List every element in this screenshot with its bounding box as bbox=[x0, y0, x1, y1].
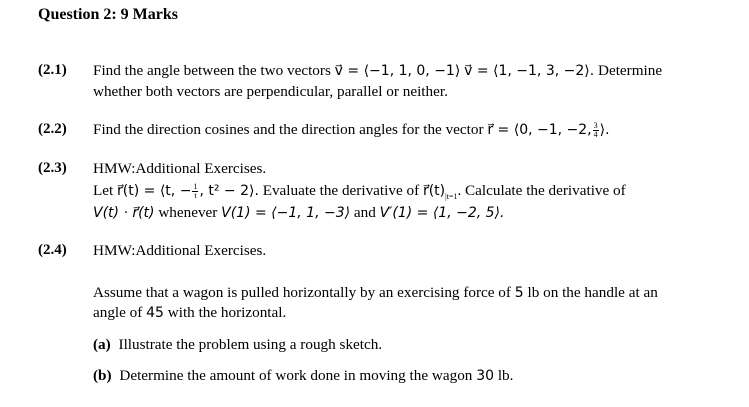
q23-number: (2.3) bbox=[38, 160, 67, 176]
q24-line1-a: Assume that a wagon is pulled horizontally by an exercising force of bbox=[93, 284, 511, 301]
q23-and: and bbox=[353, 204, 376, 221]
q22-text: Find the direction cosines and the direction angles for the vector bbox=[93, 121, 484, 138]
q21-line1 bbox=[93, 61, 662, 81]
question-title: Question 2: 9 Marks bbox=[38, 6, 178, 23]
q22-vector-end: ⟩. bbox=[599, 122, 610, 138]
q23-hmw: HMW:Additional Exercises. bbox=[93, 160, 267, 177]
q23-let: Let bbox=[93, 182, 114, 199]
q22-line bbox=[93, 120, 610, 140]
q24-line1 bbox=[93, 283, 658, 303]
q24-b-text: Determine the amount of work done in moving the wagon bbox=[119, 367, 473, 384]
q23-whenever: whenever bbox=[158, 204, 218, 221]
q23-r-at: r⃗(t) bbox=[422, 183, 446, 199]
q24-force: 5 bbox=[514, 285, 524, 301]
q21-text-a: Find the angle between the two vectors bbox=[93, 62, 331, 79]
q24-part-a bbox=[93, 335, 382, 355]
q23-rt: r⃗(t) = ⟨t, − bbox=[117, 183, 192, 199]
q24-a-label: (a) bbox=[93, 336, 111, 353]
q23-vt-dot: V(t) · r⃗(t) bbox=[93, 205, 155, 221]
q24-b-label: (b) bbox=[93, 367, 112, 384]
q21-text-b: Determine bbox=[598, 62, 663, 79]
q21-vector-u: v⃗ = ⟨−1, 1, 0, −1⟩ bbox=[334, 63, 461, 79]
q24-line2 bbox=[93, 303, 286, 323]
q22-vector: r⃗ = ⟨0, −1, −2, bbox=[487, 122, 592, 138]
q22-frac-bottom: 4 bbox=[593, 130, 598, 140]
q23-sub: |t=1 bbox=[445, 192, 458, 202]
q24-distance: 30 bbox=[476, 368, 495, 384]
q24-line2-b: with the horizontal. bbox=[167, 304, 287, 321]
q23-line2 bbox=[93, 203, 504, 223]
q22-frac-top: 3 bbox=[593, 121, 598, 131]
q24-a-text: Illustrate the problem using a rough sketch. bbox=[118, 336, 383, 353]
q21-number: (2.1) bbox=[38, 62, 67, 78]
q24-hmw: HMW:Additional Exercises. bbox=[93, 242, 267, 259]
q24-angle: 45 bbox=[146, 305, 164, 321]
q22-number: (2.2) bbox=[38, 121, 67, 137]
q21-line2: whether both vectors are perpendicular, parallel or neither. bbox=[93, 83, 448, 100]
q24-part-b bbox=[93, 366, 513, 386]
q23-fraction bbox=[192, 183, 198, 200]
q22-fraction bbox=[593, 122, 599, 139]
q24-line1-b: lb on the handle at an bbox=[527, 284, 658, 301]
q23-eval: Evaluate the derivative of bbox=[262, 182, 420, 199]
q23-frac-bottom: t bbox=[194, 191, 197, 201]
q23-calc: . Calculate the derivative of bbox=[457, 182, 626, 199]
q21-vector-v: v⃗ = ⟨1, −1, 3, −2⟩. bbox=[464, 63, 595, 79]
q23-v1: V(1) = ⟨−1, 1, −3⟩ bbox=[221, 205, 351, 221]
q23-rt-end: , t² − 2⟩. bbox=[199, 183, 259, 199]
q24-b-end: lb. bbox=[497, 367, 514, 384]
q24-line2-a: angle of bbox=[93, 304, 143, 321]
q23-frac-top: 1 bbox=[193, 182, 198, 192]
q23-vprime1: V′(1) = ⟨1, −2, 5⟩. bbox=[379, 205, 505, 221]
q24-number: (2.4) bbox=[38, 242, 67, 258]
